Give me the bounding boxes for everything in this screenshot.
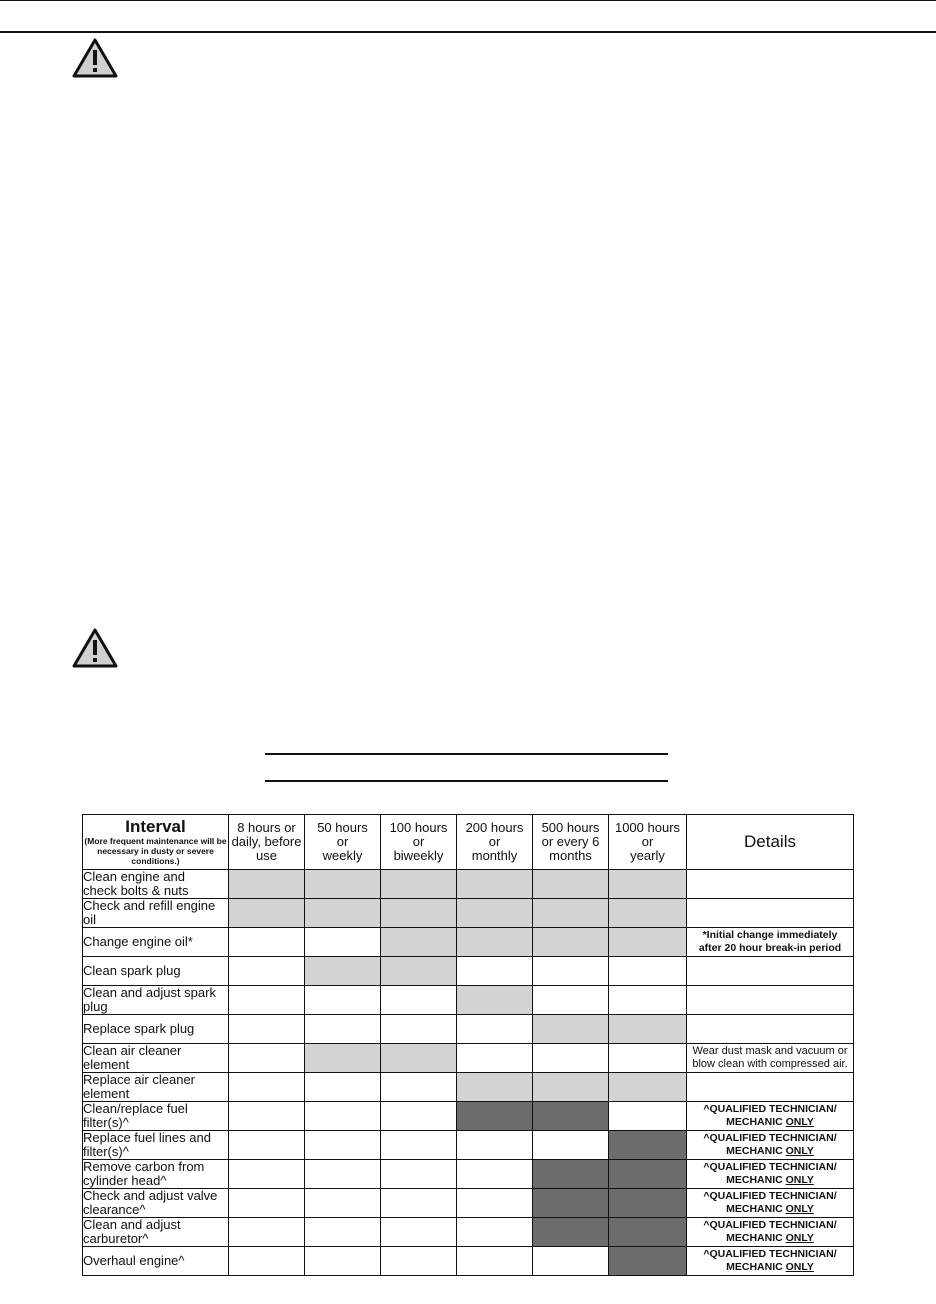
schedule-cell	[457, 1044, 533, 1073]
schedule-cell	[381, 1160, 457, 1189]
schedule-cell	[305, 1189, 381, 1218]
schedule-cell-light	[457, 986, 533, 1015]
schedule-cell	[457, 1247, 533, 1276]
schedule-cell-light	[305, 1044, 381, 1073]
schedule-cell	[609, 957, 687, 986]
warning-icon	[72, 38, 118, 78]
details-cell	[687, 870, 854, 899]
schedule-cell-dark	[457, 1102, 533, 1131]
table-row	[83, 1160, 854, 1189]
period-header: 200 hours or monthly	[457, 815, 533, 870]
schedule-cell	[305, 1073, 381, 1102]
schedule-cell	[381, 1015, 457, 1044]
task-cell: Clean and adjust spark plug	[83, 986, 229, 1015]
schedule-cell	[305, 1218, 381, 1247]
schedule-cell-light	[381, 870, 457, 899]
details-cell: ^QUALIFIED TECHNICIAN/ MECHANIC ONLY	[687, 1247, 854, 1276]
details-cell: ^QUALIFIED TECHNICIAN/ MECHANIC ONLY	[687, 1102, 854, 1131]
task-cell: Change engine oil*	[83, 928, 229, 957]
schedule-cell-light	[609, 1015, 687, 1044]
period-header: 8 hours or daily, before use	[229, 815, 305, 870]
schedule-cell	[229, 957, 305, 986]
schedule-cell-light	[381, 899, 457, 928]
schedule-cell	[381, 986, 457, 1015]
schedule-cell	[305, 928, 381, 957]
schedule-cell	[457, 1131, 533, 1160]
schedule-cell	[229, 1102, 305, 1131]
header-divider-line	[0, 31, 936, 33]
schedule-cell	[381, 1131, 457, 1160]
interval-note: (More frequent maintenance will be necessary in dusty or severe conditions.)	[84, 836, 227, 866]
period-header: 50 hours or weekly	[305, 815, 381, 870]
schedule-cell	[305, 1247, 381, 1276]
schedule-cell-dark	[533, 1189, 609, 1218]
schedule-cell-light	[609, 870, 687, 899]
schedule-cell	[229, 928, 305, 957]
details-cell: ^QUALIFIED TECHNICIAN/ MECHANIC ONLY	[687, 1160, 854, 1189]
schedule-cell	[609, 986, 687, 1015]
task-cell: Clean/replace fuel filter(s)^	[83, 1102, 229, 1131]
table-row	[83, 899, 854, 928]
schedule-cell-light	[533, 1015, 609, 1044]
schedule-cell-light	[305, 957, 381, 986]
schedule-cell-light	[533, 928, 609, 957]
schedule-cell	[381, 1073, 457, 1102]
schedule-cell	[229, 1247, 305, 1276]
schedule-cell-light	[305, 870, 381, 899]
details-cell: ^QUALIFIED TECHNICIAN/ MECHANIC ONLY	[687, 1189, 854, 1218]
maintenance-schedule-table	[82, 814, 854, 1276]
schedule-cell-light	[229, 870, 305, 899]
table-row	[83, 1218, 854, 1247]
header-row	[83, 815, 854, 870]
table-row	[83, 928, 854, 957]
schedule-cell	[229, 1160, 305, 1189]
schedule-cell	[609, 1102, 687, 1131]
schedule-cell-light	[229, 899, 305, 928]
task-cell: Replace air cleaner element	[83, 1073, 229, 1102]
interval-header	[83, 815, 229, 870]
table-row	[83, 986, 854, 1015]
schedule-cell-dark	[609, 1218, 687, 1247]
table-row	[83, 1131, 854, 1160]
schedule-cell-dark	[533, 1218, 609, 1247]
task-cell: Check and adjust valve clearance^	[83, 1189, 229, 1218]
schedule-cell	[305, 1160, 381, 1189]
schedule-cell	[457, 957, 533, 986]
table-row	[83, 1073, 854, 1102]
table-row	[83, 1015, 854, 1044]
schedule-cell-light	[381, 928, 457, 957]
schedule-cell-light	[533, 899, 609, 928]
task-cell: Clean air cleaner element	[83, 1044, 229, 1073]
task-cell: Overhaul engine^	[83, 1247, 229, 1276]
schedule-cell	[381, 1218, 457, 1247]
schedule-cell-light	[381, 957, 457, 986]
schedule-cell	[381, 1102, 457, 1131]
schedule-cell	[533, 1131, 609, 1160]
schedule-cell	[229, 1189, 305, 1218]
schedule-cell	[305, 1131, 381, 1160]
task-cell: Remove carbon from cylinder head^	[83, 1160, 229, 1189]
table-row	[83, 957, 854, 986]
schedule-cell-light	[609, 928, 687, 957]
details-cell	[687, 899, 854, 928]
schedule-cell-dark	[533, 1160, 609, 1189]
schedule-cell	[533, 986, 609, 1015]
table-row	[83, 1044, 854, 1073]
period-header: 1000 hours or yearly	[609, 815, 687, 870]
details-cell: ^QUALIFIED TECHNICIAN/ MECHANIC ONLY	[687, 1218, 854, 1247]
schedule-cell	[457, 1189, 533, 1218]
schedule-cell	[381, 1247, 457, 1276]
schedule-cell	[457, 1218, 533, 1247]
details-cell	[687, 957, 854, 986]
schedule-cell	[229, 1218, 305, 1247]
schedule-cell	[457, 1015, 533, 1044]
table-row	[83, 1102, 854, 1131]
details-cell	[687, 1073, 854, 1102]
schedule-cell	[533, 1044, 609, 1073]
table-row	[83, 870, 854, 899]
schedule-cell-light	[457, 1073, 533, 1102]
details-cell: ^QUALIFIED TECHNICIAN/ MECHANIC ONLY	[687, 1131, 854, 1160]
period-header: 100 hours or biweekly	[381, 815, 457, 870]
schedule-cell-dark	[609, 1160, 687, 1189]
details-cell: Wear dust mask and vacuum or blow clean with compressed air.	[687, 1044, 854, 1073]
schedule-cell	[381, 1189, 457, 1218]
task-cell: Replace spark plug	[83, 1015, 229, 1044]
period-header: 500 hours or every 6 months	[533, 815, 609, 870]
details-cell: *Initial change immediately after 20 hour break-in period	[687, 928, 854, 957]
schedule-cell-light	[533, 870, 609, 899]
details-header: Details	[687, 815, 854, 870]
task-cell: Clean engine and check bolts & nuts	[83, 870, 229, 899]
details-cell	[687, 1015, 854, 1044]
schedule-body	[83, 870, 854, 1276]
schedule-cell-light	[381, 1044, 457, 1073]
schedule-cell-light	[457, 899, 533, 928]
title-rule-top	[265, 753, 668, 755]
schedule-cell	[229, 1044, 305, 1073]
schedule-cell-dark	[533, 1102, 609, 1131]
task-cell: Clean and adjust carburetor^	[83, 1218, 229, 1247]
schedule-cell	[457, 1160, 533, 1189]
schedule-cell-dark	[609, 1247, 687, 1276]
schedule-cell-light	[457, 928, 533, 957]
details-cell	[687, 986, 854, 1015]
table-row	[83, 1247, 854, 1276]
schedule-cell	[229, 1073, 305, 1102]
schedule-cell	[305, 1015, 381, 1044]
title-rule-bottom	[265, 780, 668, 782]
schedule-cell-light	[609, 1073, 687, 1102]
schedule-cell-light	[305, 899, 381, 928]
task-cell: Check and refill engine oil	[83, 899, 229, 928]
top-border-line	[0, 0, 936, 1]
schedule-cell	[229, 1015, 305, 1044]
schedule-cell-dark	[609, 1131, 687, 1160]
table-row	[83, 1189, 854, 1218]
schedule-cell	[229, 986, 305, 1015]
schedule-cell	[533, 1247, 609, 1276]
schedule-cell	[533, 957, 609, 986]
schedule-cell	[305, 986, 381, 1015]
schedule-cell-light	[609, 899, 687, 928]
task-cell: Replace fuel lines and filter(s)^	[83, 1131, 229, 1160]
warning-icon	[72, 628, 118, 668]
schedule-cell	[609, 1044, 687, 1073]
schedule-cell-dark	[609, 1189, 687, 1218]
schedule-cell	[305, 1102, 381, 1131]
schedule-cell	[229, 1131, 305, 1160]
task-cell: Clean spark plug	[83, 957, 229, 986]
schedule-cell-light	[533, 1073, 609, 1102]
schedule-cell-light	[457, 870, 533, 899]
interval-title: Interval	[125, 817, 186, 836]
